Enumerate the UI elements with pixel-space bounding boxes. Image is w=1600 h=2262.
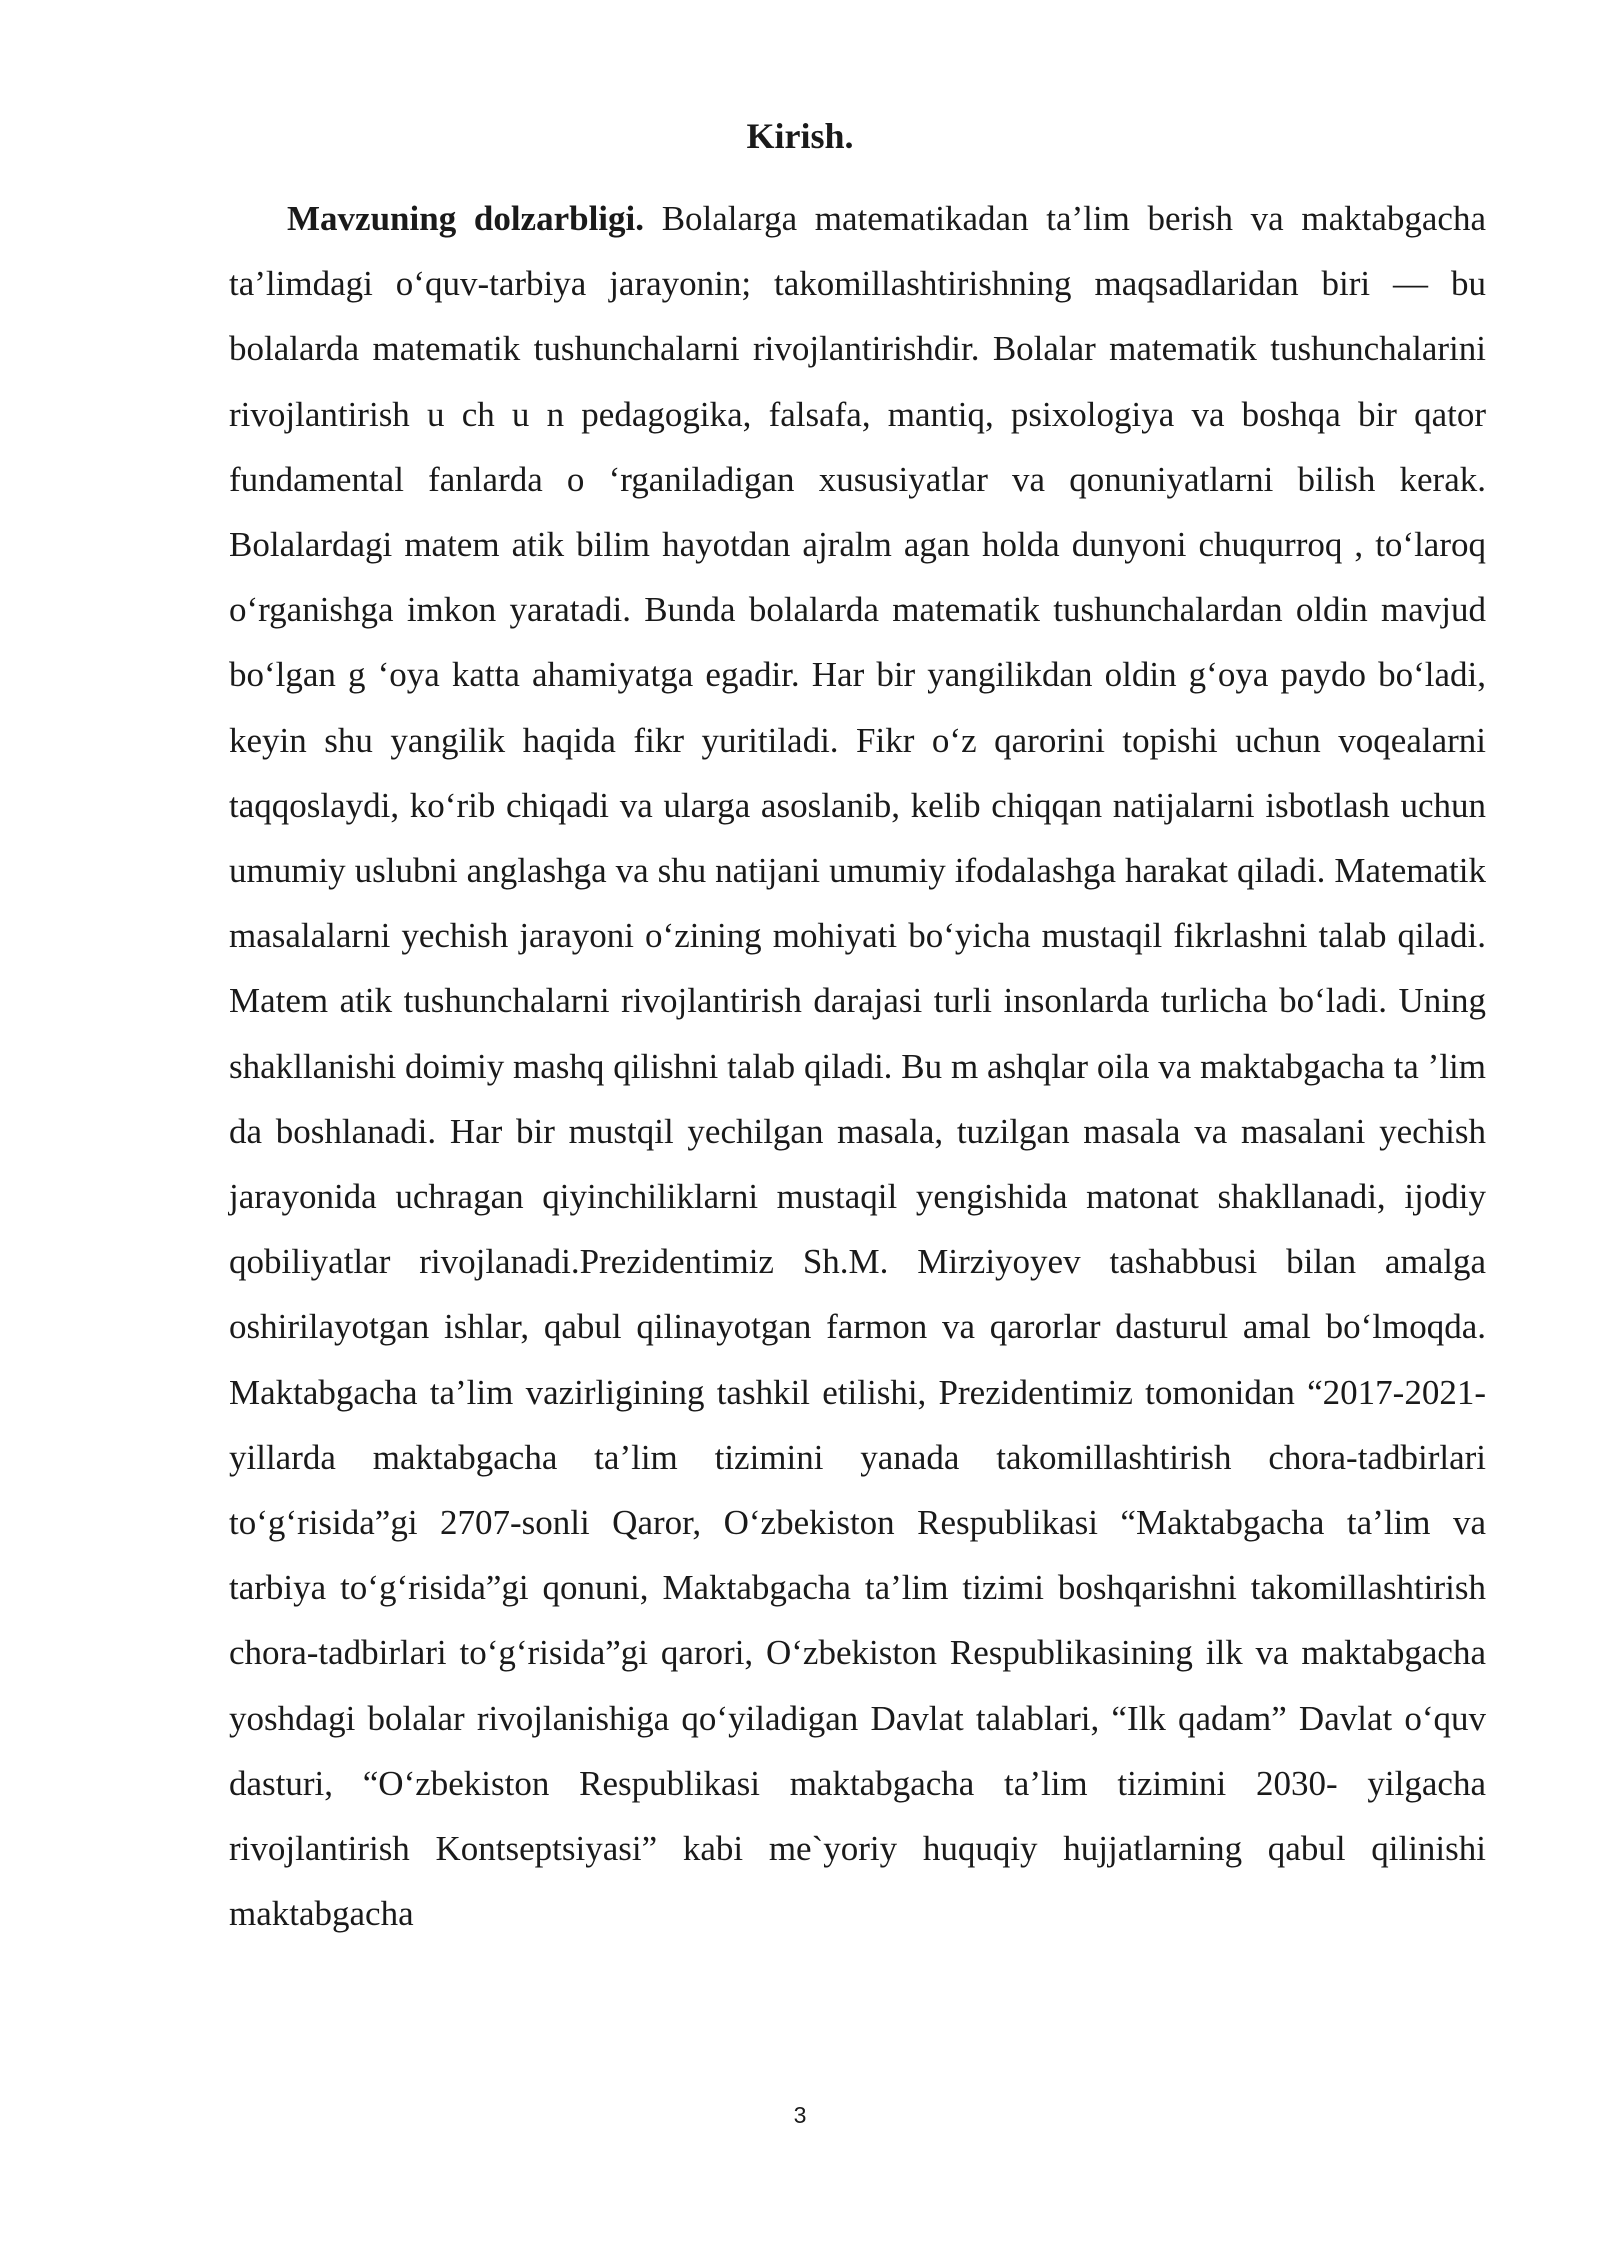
- body-paragraph: [229, 186, 1486, 1946]
- page-number: 3: [793, 2102, 807, 2128]
- paragraph-text: Bolalarga matematikadan ta’lim berish va maktabgacha ta’limdagi o‘quv-tarbiya jarayonin; takomillashtirishning maqsadlaridan biri — bu bolalarda matematik tushunchalarni rivojlantirishdir. Bolalar matematik tushunchalarini rivojlantirish u ch u n pedagogika, falsafa, mantiq, psixologiya va boshqa bir qator fundamental fanlarda o ‘rganiladigan xususiyatlar va qonuniyatlarni bilish kerak. Bolalardagi matem atik bilim hayotdan ajralm agan holda dunyoni chuqurroq , to‘laroq o‘rganishga imkon yaratadi. Bunda bolalarda matematik tushunchalardan oldin mavjud bo‘lgan g ‘oya katta ahamiyatga egadir. Har bir yangilikdan oldin g‘oya paydo bo‘ladi, keyin shu yangilik haqida fikr yuritiladi. Fikr o‘z qarorini topishi uchun voqealarni taqqoslaydi, ko‘rib chiqadi va ularga asoslanib, kelib chiqqan natijalarni isbotlash uchun umumiy uslubni anglashga va shu natijani umumiy ifodalashga harakat qiladi. Matematik masalalarni yechish jarayoni o‘zining mohiyati bo‘yicha mustaqil fikrlashni talab qiladi. Matem atik tushunchalarni rivojlantirish darajasi turli insonlarda turlicha bo‘ladi. Uning shakllanishi doimiy mashq qilishni talab qiladi. Bu m ashqlar oila va maktabgacha ta ’lim da boshlanadi. Har bir mustqil yechilgan masala, tuzilgan masala va masalani yechish jarayonida uchragan qiyinchiliklarni mustaqil yengishida matonat shakllanadi, ijodiy qobiliyatlar rivojlanadi.Prezidentimiz Sh.M. Mirziyoyev tashabbusi bilan amalga oshirilayotgan ishlar, qabul qilinayotgan farmon va qarorlar dasturul amal bo‘lmoqda. Maktabgacha ta’lim vazirligining tashkil etilishi, Prezidentimiz tomonidan “2017-2021-yillarda maktabgacha ta’lim tizimini yanada takomillashtirish chora-tadbirlari to‘g‘risida”gi 2707-sonli Qaror, O‘zbekiston Respublikasi “Maktabgacha ta’lim va tarbiya to‘g‘risida”gi qonuni, Maktabgacha ta’lim tizimi boshqarishni takomillashtirish chora-tadbirlari to‘g‘risida”gi qarori, O‘zbekiston Respublikasining ilk va maktabgacha yoshdagi bolalar rivojlanishiga qo‘yiladigan Davlat talablari, “Ilk qadam” Davlat o‘quv dasturi, “O‘zbekiston Respublikasi maktabgacha ta’lim tizimini 2030- yilgacha rivojlantirish Kontseptsiyasi” kabi me`yoriy huquqiy hujjatlarning qabul qilinishi maktabgacha: [229, 199, 1487, 1934]
- paragraph-lead: Mavzuning dolzarbligi.: [287, 199, 645, 238]
- section-title: Kirish.: [746, 116, 854, 156]
